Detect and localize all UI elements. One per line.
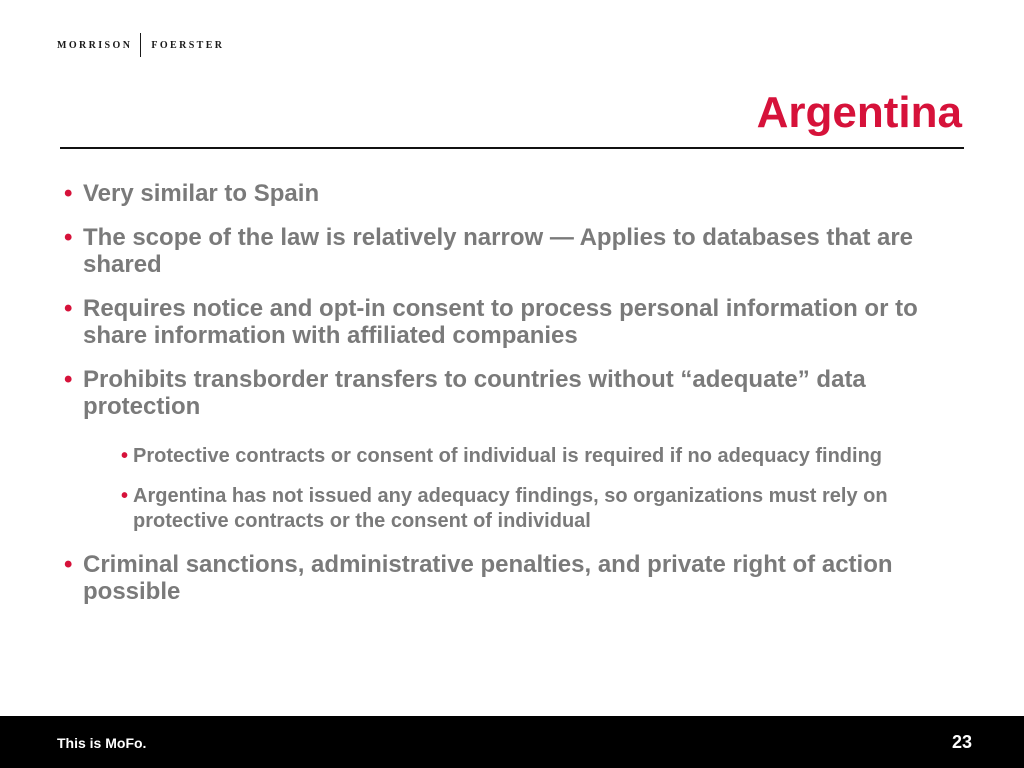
bullet-icon: • (64, 180, 73, 207)
sub-bullet-text: Argentina has not issued any adequacy findings, so organizations must rely on protective contracts or the consent of individual (133, 485, 888, 532)
title-divider (60, 147, 964, 149)
bullet-item (64, 180, 964, 207)
sub-bullet-icon: • (121, 445, 129, 467)
footer-bar (0, 716, 1024, 768)
slide-title: Argentina (756, 88, 962, 137)
bullet-item (64, 551, 964, 605)
logo-divider (140, 33, 141, 57)
bullet-text: Very similar to Spain (83, 180, 320, 207)
bullet-text: Prohibits transborder transfers to countries without “adequate” data protection (83, 366, 866, 420)
sub-bullet-item (121, 484, 964, 534)
bullet-icon: • (64, 224, 73, 251)
sub-bullet-list (83, 444, 964, 534)
bullet-icon: • (64, 366, 73, 393)
sub-bullet-text: Protective contracts or consent of individual is required if no adequacy finding (133, 445, 883, 467)
bullet-list (64, 180, 964, 622)
bullet-icon: • (64, 551, 73, 578)
bullet-text: Requires notice and opt-in consent to process personal information or to share information with affiliated companies (83, 295, 918, 349)
page-number: 23 (951, 732, 972, 752)
footer-tagline: This is MoFo. (57, 735, 147, 751)
bullet-item (64, 295, 964, 349)
logo-text-foerster: FOERSTER (151, 39, 225, 51)
sub-bullet-item (121, 444, 964, 469)
logo-text-morrison: MORRISON (57, 39, 133, 51)
bullet-item (64, 366, 964, 534)
sub-bullet-icon: • (121, 485, 129, 507)
bullet-item (64, 224, 964, 278)
firm-logo (57, 33, 224, 57)
bullet-icon: • (64, 295, 73, 322)
bullet-text: Criminal sanctions, administrative penalties, and private right of action possible (83, 551, 893, 605)
bullet-text: The scope of the law is relatively narrow — Applies to databases that are shared (83, 224, 914, 278)
